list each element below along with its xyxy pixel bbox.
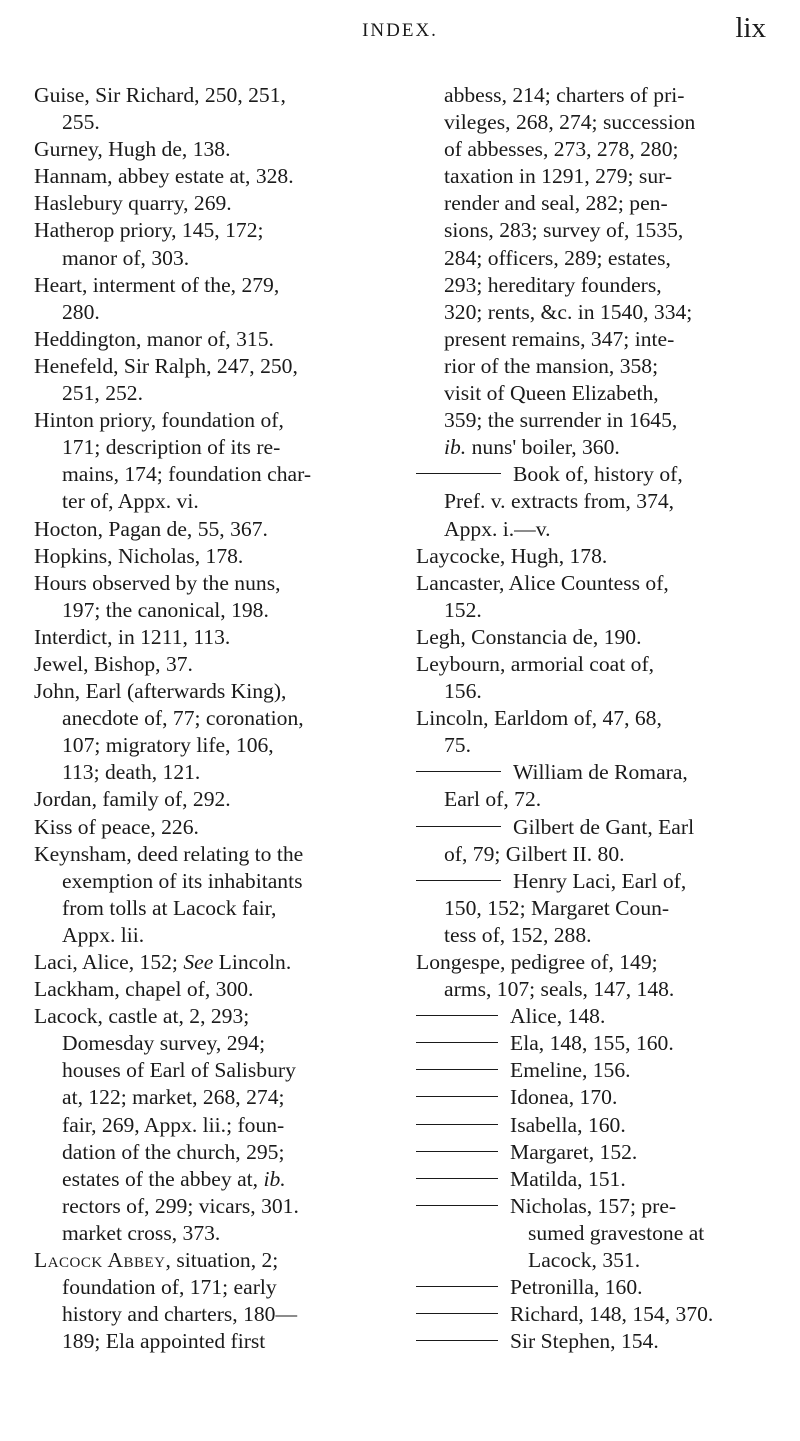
- index-line: 189; Ela appointed first: [62, 1329, 266, 1354]
- index-entry: [34, 786, 386, 813]
- index-line: Heart, interment of the, 279,: [34, 272, 280, 297]
- index-line: Hocton, Pagan de, 55, 367.: [34, 516, 268, 541]
- index-entry: [416, 651, 768, 705]
- index-line: vileges, 268, 274; succession: [444, 110, 696, 135]
- index-entry-continued: [416, 82, 768, 461]
- index-line: present remains, 347; inte-: [444, 326, 675, 351]
- index-entry: [416, 624, 768, 651]
- index-line: market cross, 373.: [62, 1220, 221, 1245]
- index-subentry: [416, 1274, 768, 1301]
- index-line: Idonea, 170.: [510, 1085, 618, 1110]
- index-subentry: [416, 868, 768, 949]
- index-line: Leybourn, armorial coat of,: [416, 651, 655, 676]
- index-line: 280.: [62, 299, 100, 324]
- index-line: Petronilla, 160.: [510, 1275, 643, 1300]
- index-line: Book of, history of,: [513, 462, 683, 487]
- index-line: abbess, 214; charters of pri-: [444, 83, 685, 107]
- index-subentry: [416, 1003, 768, 1030]
- index-column-left: [34, 82, 386, 1355]
- index-entry: [416, 949, 768, 1003]
- index-line: Appx. i.—v.: [444, 516, 551, 541]
- index-entry: [34, 678, 386, 786]
- index-line: John, Earl (afterwards King),: [34, 679, 287, 704]
- index-line: 251, 252.: [62, 381, 143, 406]
- index-line: Gurney, Hugh de, 138.: [34, 137, 231, 162]
- index-subentry: [416, 1084, 768, 1111]
- index-line: estates of the abbey at, ib.: [62, 1166, 286, 1191]
- index-line: exemption of its inhabitants: [62, 868, 303, 893]
- index-line: Laycocke, Hugh, 178.: [416, 543, 608, 568]
- index-line: Ela, 148, 155, 160.: [510, 1031, 674, 1056]
- index-entry: [34, 651, 386, 678]
- index-line: Hannam, abbey estate at, 328.: [34, 164, 294, 189]
- index-line: 197; the canonical, 198.: [62, 597, 269, 622]
- index-line: Hopkins, Nicholas, 178.: [34, 543, 244, 568]
- index-entry: [34, 1003, 386, 1247]
- index-line: Lacock, 351.: [528, 1248, 641, 1273]
- index-entry: [34, 516, 386, 543]
- index-entry: [34, 543, 386, 570]
- index-line: Laci, Alice, 152; See Lincoln.: [34, 950, 292, 974]
- index-entry: [34, 353, 386, 407]
- index-column-right: [416, 82, 768, 1355]
- page-number: lix: [735, 12, 766, 44]
- index-line: Hinton priory, foundation of,: [34, 408, 284, 433]
- index-line: ib. nuns' boiler, 360.: [444, 435, 620, 460]
- ditto-rule: [416, 1096, 498, 1097]
- ditto-rule: [416, 880, 501, 881]
- index-line: Legh, Constancia de, 190.: [416, 624, 642, 649]
- index-line: anecdote of, 77; coronation,: [62, 706, 304, 731]
- index-line: Pref. v. extracts from, 374,: [444, 489, 675, 514]
- index-line: sions, 283; survey of, 1535,: [444, 218, 684, 243]
- index-subentry: [416, 1328, 768, 1355]
- index-line: Earl of, 72.: [444, 787, 542, 812]
- index-entry: [416, 570, 768, 624]
- index-line: 75.: [444, 733, 471, 758]
- index-subentry: [416, 461, 768, 542]
- index-line: dation of the church, 295;: [62, 1139, 285, 1164]
- index-entry: [34, 82, 386, 136]
- index-entry: [34, 814, 386, 841]
- index-line: Jewel, Bishop, 37.: [34, 651, 193, 676]
- index-line: Haslebury quarry, 269.: [34, 191, 232, 216]
- index-subentry: [416, 1193, 768, 1274]
- index-line: 113; death, 121.: [62, 760, 201, 785]
- ditto-rule: [416, 1042, 498, 1043]
- index-line: taxation in 1291, 279; sur-: [444, 164, 673, 189]
- ditto-rule: [416, 473, 501, 474]
- index-line: Alice, 148.: [510, 1004, 606, 1029]
- index-line: Interdict, in 1211, 113.: [34, 624, 231, 649]
- index-line: Lacock, castle at, 2, 293;: [34, 1004, 250, 1029]
- index-line: Matilda, 151.: [510, 1166, 626, 1191]
- index-line: Appx. lii.: [62, 922, 145, 947]
- ditto-rule: [416, 771, 501, 772]
- index-line: Sir Stephen, 154.: [510, 1329, 659, 1354]
- index-subentry: [416, 1166, 768, 1193]
- index-line: Jordan, family of, 292.: [34, 787, 231, 812]
- index-line: Richard, 148, 154, 370.: [510, 1302, 714, 1327]
- index-entry: [34, 949, 386, 976]
- index-entry: [34, 272, 386, 326]
- ditto-rule: [416, 1015, 498, 1016]
- index-line: foundation of, 171; early: [62, 1275, 277, 1300]
- ditto-rule: [416, 1286, 498, 1287]
- ditto-rule: [416, 1205, 498, 1206]
- index-line: Isabella, 160.: [510, 1112, 626, 1137]
- index-line: 320; rents, &c. in 1540, 334;: [444, 299, 693, 324]
- index-line: render and seal, 282; pen-: [444, 191, 668, 216]
- index-subentry: [416, 1057, 768, 1084]
- ditto-rule: [416, 1124, 498, 1125]
- running-head: INDEX.: [362, 20, 438, 41]
- index-entry: [34, 163, 386, 190]
- index-subentry: [416, 1030, 768, 1057]
- index-line: Guise, Sir Richard, 250, 251,: [34, 83, 286, 107]
- index-line: Lancaster, Alice Countess of,: [416, 570, 669, 595]
- index-line: houses of Earl of Salisbury: [62, 1058, 296, 1083]
- index-subentry: [416, 759, 768, 813]
- index-line: Hatherop priory, 145, 172;: [34, 218, 264, 243]
- index-line: of, 79; Gilbert II. 80.: [444, 841, 625, 866]
- index-line: Henefeld, Sir Ralph, 247, 250,: [34, 353, 298, 378]
- index-line: from tolls at Lacock fair,: [62, 895, 277, 920]
- index-entry: [416, 543, 768, 570]
- index-line: rior of the mansion, 358;: [444, 353, 659, 378]
- index-line: arms, 107; seals, 147, 148.: [444, 977, 675, 1002]
- index-line: manor of, 303.: [62, 245, 190, 270]
- index-line: mains, 174; foundation char-: [62, 462, 312, 487]
- index-line: 152.: [444, 597, 482, 622]
- index-line: of abbesses, 273, 278, 280;: [444, 137, 679, 162]
- index-entry: [34, 407, 386, 515]
- index-line: Lacock Abbey, situation, 2;: [34, 1248, 279, 1273]
- index-line: sumed gravestone at: [528, 1220, 705, 1245]
- index-line: Keynsham, deed relating to the: [34, 841, 304, 866]
- index-line: Heddington, manor of, 315.: [34, 326, 274, 351]
- index-line: 156.: [444, 679, 482, 704]
- index-line: Emeline, 156.: [510, 1058, 631, 1083]
- index-line: 150, 152; Margaret Coun-: [444, 895, 670, 920]
- index-line: 293; hereditary founders,: [444, 272, 662, 297]
- index-line: ter of, Appx. vi.: [62, 489, 199, 514]
- index-line: at, 122; market, 268, 274;: [62, 1085, 285, 1110]
- index-line: rectors of, 299; vicars, 301.: [62, 1193, 299, 1218]
- index-entry: [34, 326, 386, 353]
- ditto-rule: [416, 1313, 498, 1314]
- index-entry: [34, 217, 386, 271]
- ditto-rule: [416, 1069, 498, 1070]
- index-entry: [34, 570, 386, 624]
- index-line: 284; officers, 289; estates,: [444, 245, 671, 270]
- index-subentry: [416, 1139, 768, 1166]
- index-line: Lincoln, Earldom of, 47, 68,: [416, 706, 662, 731]
- index-line: Margaret, 152.: [510, 1139, 638, 1164]
- index-line: visit of Queen Elizabeth,: [444, 381, 659, 406]
- index-entry: [34, 841, 386, 949]
- index-entry: [34, 136, 386, 163]
- index-entry: [34, 1247, 386, 1355]
- index-line: Henry Laci, Earl of,: [513, 868, 687, 893]
- index-entry: [34, 190, 386, 217]
- ditto-rule: [416, 1340, 498, 1341]
- index-entry: [34, 976, 386, 1003]
- ditto-rule: [416, 1178, 498, 1179]
- index-line: 107; migratory life, 106,: [62, 733, 274, 758]
- index-line: Longespe, pedigree of, 149;: [416, 950, 658, 974]
- index-line: Lackham, chapel of, 300.: [34, 977, 254, 1002]
- index-subentry: [416, 814, 768, 868]
- index-line: fair, 269, Appx. lii.; foun-: [62, 1112, 285, 1137]
- ditto-rule: [416, 826, 501, 827]
- index-line: 359; the surrender in 1645,: [444, 408, 678, 433]
- index-line: Kiss of peace, 226.: [34, 814, 199, 839]
- index-entry: [416, 705, 768, 759]
- index-line: history and charters, 180—: [62, 1302, 298, 1327]
- index-line: 171; description of its re-: [62, 435, 281, 460]
- index-line: Nicholas, 157; pre-: [510, 1193, 677, 1218]
- ditto-rule: [416, 1151, 498, 1152]
- index-entry: [34, 624, 386, 651]
- index-line: tess of, 152, 288.: [444, 922, 592, 947]
- index-line: Hours observed by the nuns,: [34, 570, 281, 595]
- index-line: Domesday survey, 294;: [62, 1031, 266, 1056]
- index-subentry: [416, 1301, 768, 1328]
- index-line: 255.: [62, 110, 100, 135]
- index-line: William de Romara,: [513, 760, 688, 785]
- index-subentry: [416, 1112, 768, 1139]
- index-line: Gilbert de Gant, Earl: [513, 814, 695, 839]
